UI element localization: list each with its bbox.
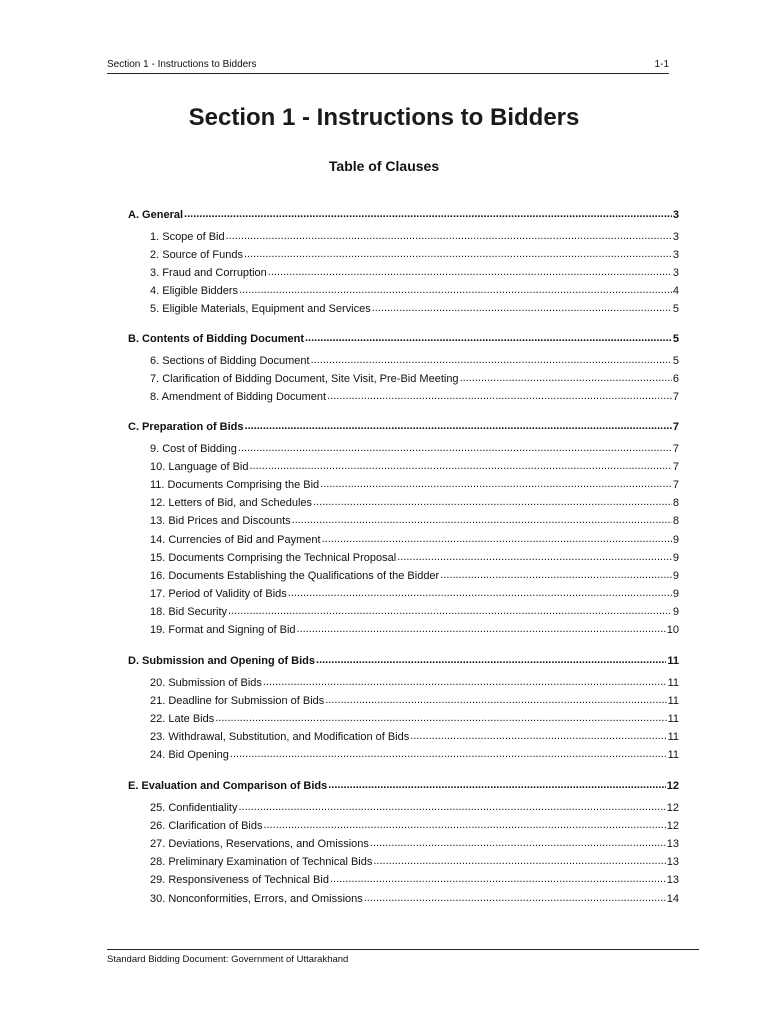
toc-item [150,693,679,709]
toc-item-page: 12 [666,802,679,814]
toc-item-page: 5 [672,303,679,315]
toc-item-label: 20. Submission of Bids [150,677,262,689]
toc-section-page: 12 [666,780,679,792]
toc-item-label: 25. Confidentiality [150,802,238,814]
toc-item [150,550,679,566]
dot-leader [288,586,672,597]
toc-section-page: 11 [667,655,679,667]
toc-item-page: 4 [672,285,679,297]
toc-item-page: 7 [672,461,679,473]
toc-section [128,653,679,669]
toc-item [150,729,679,745]
toc-section-label: C. Preparation of Bids [128,421,244,433]
toc-item-label: 11. Documents Comprising the Bid [150,479,320,491]
toc-item [150,586,679,602]
toc-section-page: 5 [672,333,679,345]
toc-item [150,301,679,317]
toc-item-page: 9 [672,570,679,582]
dot-leader [316,653,666,664]
toc-item-label: 16. Documents Establishing the Qualifications of the Bidder [150,570,440,582]
dot-leader [410,729,666,740]
toc-item-label: 6. Sections of Bidding Document [150,355,310,367]
dot-leader [330,872,666,883]
toc-item [150,891,679,907]
dot-leader [244,247,672,258]
toc-item-page: 13 [666,856,679,868]
dot-leader [228,604,672,615]
toc-section-page: 3 [672,209,679,221]
toc-item [150,265,679,281]
toc-item-label: 5. Eligible Materials, Equipment and Services [150,303,371,315]
dot-leader [226,229,672,240]
toc-item-page: 14 [666,893,679,905]
toc-item [150,513,679,529]
toc-item-label: 2. Source of Funds [150,249,243,261]
toc-item [150,532,679,548]
dot-leader [325,693,666,704]
toc-item-label: 26. Clarification of Bids [150,820,263,832]
footer-text: Standard Bidding Document: Government of Uttarakhand [107,954,349,965]
toc-item [150,459,679,475]
toc-item-label: 1. Scope of Bid [150,231,225,243]
dot-leader [327,389,672,400]
toc-item-label: 30. Nonconformities, Errors, and Omissions [150,893,363,905]
dot-leader [328,778,666,789]
dot-leader [184,207,672,218]
toc-item-page: 13 [666,874,679,886]
toc-item-label: 15. Documents Comprising the Technical Proposal [150,552,397,564]
toc-item-page: 9 [672,588,679,600]
toc-item-label: 27. Deviations, Reservations, and Omissions [150,838,369,850]
toc-heading: Table of Clauses [328,158,440,174]
toc-item [150,711,679,727]
toc-item-label: 18. Bid Security [150,606,228,618]
dot-leader [297,622,666,633]
toc-item-page: 9 [672,552,679,564]
dot-leader [264,818,666,829]
toc-item-page: 11 [667,677,679,689]
toc-item-page: 3 [672,231,679,243]
dot-leader [322,532,672,543]
dot-leader [239,283,672,294]
toc-item-label: 29. Responsiveness of Technical Bid [150,874,329,886]
toc-item [150,283,679,299]
toc-item-label: 28. Preliminary Examination of Technical Bids [150,856,373,868]
toc-item-page: 11 [667,695,679,707]
toc-item-label: 3. Fraud and Corruption [150,267,267,279]
page-title: Section 1 - Instructions to Bidders [188,104,580,131]
header-section-title: Section 1 - Instructions to Bidders [107,59,257,70]
toc-item-label: 23. Withdrawal, Substitution, and Modification of Bids [150,731,410,743]
toc-item-label: 10. Language of Bid [150,461,249,473]
toc-section-label: B. Contents of Bidding Document [128,333,304,345]
toc-item-page: 7 [672,391,679,403]
toc-item [150,477,679,493]
toc-item [150,747,679,763]
toc-item-label: 22. Late Bids [150,713,215,725]
toc-item-label: 8. Amendment of Bidding Document [150,391,327,403]
dot-leader [249,459,671,470]
dot-leader [311,353,672,364]
dot-leader [215,711,666,722]
toc-item-page: 13 [666,838,679,850]
toc-section [128,778,679,794]
header-page-number: 1-1 [654,59,669,70]
dot-leader [230,747,667,758]
toc-item-page: 9 [672,606,679,618]
toc-item-label: 17. Period of Validity of Bids [150,588,287,600]
dot-leader [292,513,672,524]
toc-item-label: 14. Currencies of Bid and Payment [150,534,321,546]
toc-item [150,872,679,888]
toc-item-label: 12. Letters of Bid, and Schedules [150,497,313,509]
toc-item [150,371,679,387]
toc-item-page: 6 [672,373,679,385]
toc-section-label: A. General [128,209,184,221]
toc-item [150,854,679,870]
dot-leader [440,568,672,579]
dot-leader [263,675,667,686]
dot-leader [373,854,665,865]
toc-item-label: 9. Cost of Bidding [150,443,237,455]
dot-leader [320,477,672,488]
dot-leader [372,301,672,312]
dot-leader [268,265,672,276]
toc-item-page: 5 [672,355,679,367]
toc-item [150,818,679,834]
toc-item [150,389,679,405]
toc-item [150,229,679,245]
toc-item [150,675,679,691]
toc-item [150,568,679,584]
toc-section-page: 7 [672,421,679,433]
toc-item-label: 13. Bid Prices and Discounts [150,515,291,527]
toc-section-label: D. Submission and Opening of Bids [128,655,316,667]
toc-section-label: E. Evaluation and Comparison of Bids [128,780,328,792]
dot-leader [364,891,666,902]
toc-item-label: 4. Eligible Bidders [150,285,239,297]
toc-item-page: 11 [667,749,679,761]
toc-item [150,836,679,852]
toc-section [128,331,679,347]
toc-item-page: 3 [672,267,679,279]
toc-item-page: 7 [672,443,679,455]
toc-item [150,495,679,511]
dot-leader [245,419,672,430]
toc-item-page: 11 [667,713,679,725]
toc-item-page: 8 [672,497,679,509]
toc-section [128,207,679,223]
running-footer [107,949,699,964]
toc-item [150,353,679,369]
toc-item-page: 11 [667,731,679,743]
toc-item-label: 21. Deadline for Submission of Bids [150,695,325,707]
toc-item [150,800,679,816]
toc-item-page: 12 [666,820,679,832]
toc-item [150,604,679,620]
toc-item-label: 24. Bid Opening [150,749,229,761]
dot-leader [238,441,672,452]
toc-item-label: 7. Clarification of Bidding Document, Site Visit, Pre-Bid Meeting [150,373,459,385]
dot-leader [460,371,672,382]
dot-leader [370,836,666,847]
table-of-clauses [128,0,680,1024]
toc-item [150,441,679,457]
dot-leader [397,550,672,561]
toc-item-page: 8 [672,515,679,527]
dot-leader [238,800,665,811]
dot-leader [305,331,672,342]
toc-item [150,247,679,263]
toc-item [150,622,679,638]
toc-item-page: 7 [672,479,679,491]
toc-item-label: 19. Format and Signing of Bid [150,624,296,636]
toc-item-page: 3 [672,249,679,261]
toc-item-page: 10 [666,624,679,636]
toc-section [128,419,679,435]
dot-leader [313,495,672,506]
toc-item-page: 9 [672,534,679,546]
